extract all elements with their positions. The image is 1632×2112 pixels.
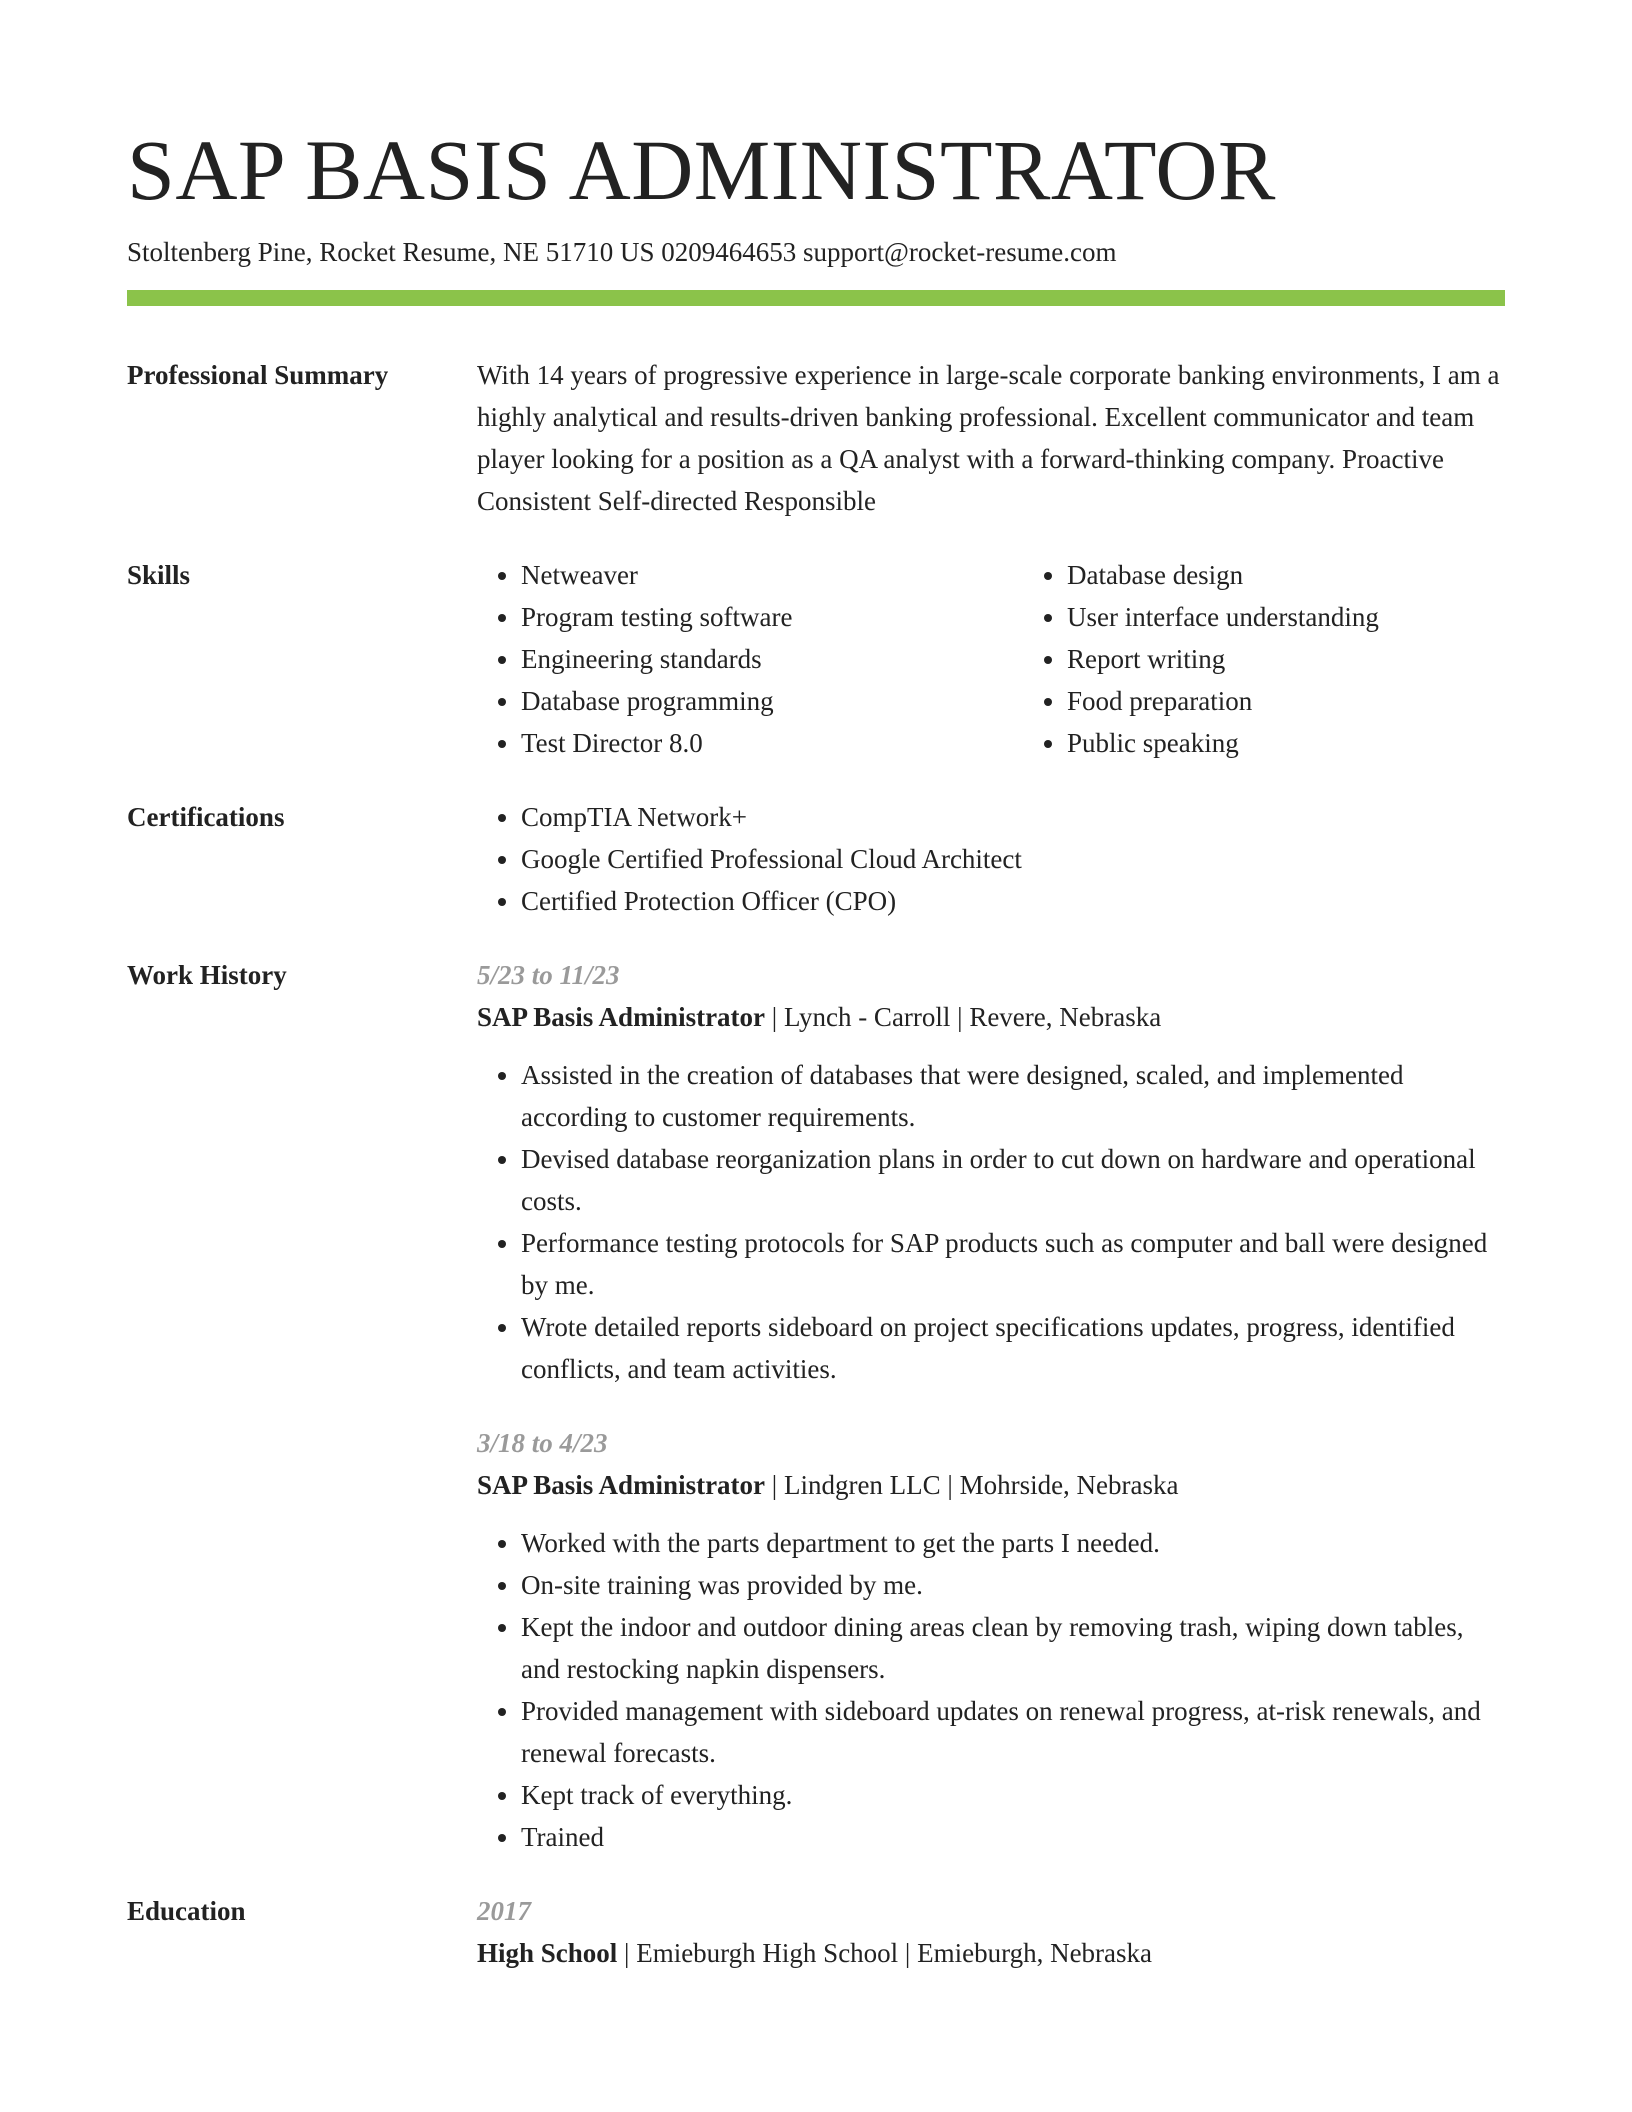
certification-item: • Certified Protection Officer (CPO) [521,880,1505,922]
job-title: SAP Basis Administrator [477,1470,766,1500]
job-entry [477,1422,1505,1858]
job-entry [477,954,1505,1390]
job-bullet: • Kept the indoor and outdoor dining areas clean by removing trash, wiping down tables, and restocking napkin dispensers. [521,1606,1505,1690]
job-details: | Lindgren LLC | Mohrside, Nebraska [765,1470,1179,1500]
skills-list-left [477,554,1023,764]
skills-list-right [1023,554,1569,764]
job-title: SAP Basis Administrator [477,1002,766,1032]
job-bullet: • Wrote detailed reports sideboard on project specifications updates, progress, identified conflicts, and team activities. [521,1306,1505,1390]
section-professional-summary [127,354,1505,522]
section-education [127,1890,1505,1974]
skill-item: • Food preparation [1067,680,1569,722]
section-title: Professional Summary [127,360,389,390]
job-bullets [477,1522,1505,1858]
skills-grid [477,554,1569,764]
education-details: | Emieburgh High School | Emieburgh, Nebraska [617,1938,1153,1968]
skill-item: • Netweaver [521,554,1023,596]
skill-item: • Program testing software [521,596,1023,638]
skill-item: • Engineering standards [521,638,1023,680]
job-heading [477,996,1505,1038]
job-dates: 3/18 to 4/23 [477,1428,608,1458]
job-details: | Lynch - Carroll | Revere, Nebraska [765,1002,1162,1032]
section-certifications [127,796,1505,922]
job-heading [477,1464,1505,1506]
skill-item: • Test Director 8.0 [521,722,1023,764]
work-history-body [477,954,1505,1858]
job-bullet: • Kept track of everything. [521,1774,1505,1816]
job-bullet: • On-site training was provided by me. [521,1564,1505,1606]
job-bullet: • Assisted in the creation of databases that were designed, scaled, and implemented according to customer requirements. [521,1054,1505,1138]
contact-line: Stoltenberg Pine, Rocket Resume, NE 51710 US 0209464653 support@rocket-resume.com [127,237,1117,267]
certification-item: • Google Certified Professional Cloud Architect [521,838,1505,880]
job-bullet: • Performance testing protocols for SAP products such as computer and ball were designed by me. [521,1222,1505,1306]
certifications-body [477,796,1505,922]
skill-item: • Public speaking [1067,722,1569,764]
job-dates: 5/23 to 11/23 [477,960,620,990]
skill-item: • Database programming [521,680,1023,722]
section-title: Education [127,1896,246,1926]
accent-divider [127,290,1505,306]
job-bullet: • Devised database reorganization plans in order to cut down on hardware and operational costs. [521,1138,1505,1222]
section-title: Skills [127,560,191,590]
job-bullet: • Worked with the parts department to get the parts I needed. [521,1522,1505,1564]
section-title: Certifications [127,802,285,832]
education-heading [477,1932,1505,1974]
job-bullet: • Provided management with sideboard updates on renewal progress, at-risk renewals, and renewal forecasts. [521,1690,1505,1774]
job-bullets [477,1054,1505,1390]
education-date: 2017 [477,1896,531,1926]
certifications-list [477,796,1505,922]
certification-item: • CompTIA Network+ [521,796,1505,838]
education-degree: High School [477,1938,618,1968]
education-body [477,1890,1505,1974]
summary-text: With 14 years of progressive experience in large-scale corporate banking environments, I am a highly analytical and results-driven banking professional. Excellent communicator and team player looking for a position as a QA analyst with a forward-thinking company. Proactive Consistent Self-directed Responsible [477,360,1500,516]
skill-item: • Database design [1067,554,1569,596]
skill-item: • Report writing [1067,638,1569,680]
job-bullet: • Trained [521,1816,1505,1858]
candidate-name: SAP BASIS ADMINISTRATOR [127,122,1276,218]
section-title: Work History [127,960,287,990]
section-work-history [127,954,1505,1858]
section-skills [127,554,1505,764]
skill-item: • User interface understanding [1067,596,1569,638]
